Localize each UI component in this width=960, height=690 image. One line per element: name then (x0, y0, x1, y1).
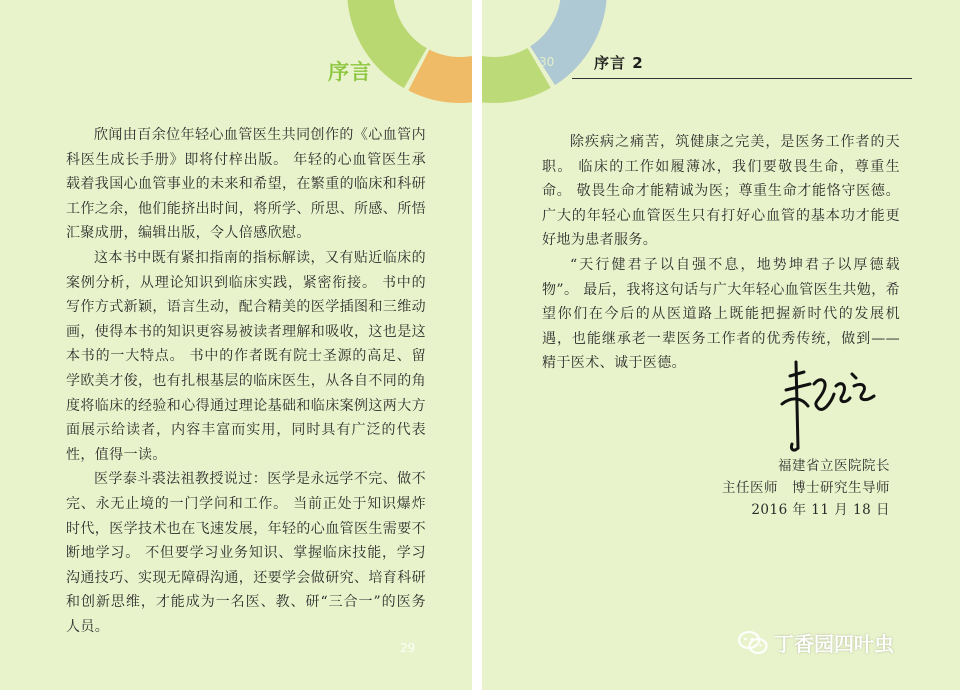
left-paragraph-2: 这本书中既有紧扣指南的指标解读，又有贴近临床的案例分析，从理论知识到临床实践，紧密衔接。 书中的写作方式新颖，语言生动，配合精美的医学插图和三维动画，使得本书的知识更容易被读者理解和吸收，这也是这本书的一大特点。 书中的作者既有院士圣源的高足、留学欧美才俊，也有扎根基层的临床医生，从各自不同的角度将临床的经验和心得通过理论基础和临床案例这两大方面展示给读者，内容丰富而实用，同时具有广泛的代表性，值得一读。 (66, 249, 426, 463)
signoff-title: 福建省立医院院长 (778, 458, 890, 474)
right-paragraph-1: 除疾病之痛苦，筑健康之完美，是医务工作者的天职。 临床的工作如履薄冰，我们要敬畏生命，尊重生命。 敬畏生命才能精诚为医；尊重生命才能恪守医德。 广大的年轻心血管医生只有打好心血管的基本功才能更好地为患者服务。 (542, 134, 900, 249)
right-page (482, 0, 960, 690)
signoff-position: 主任医师 博士研究生导师 (722, 480, 890, 496)
book-gutter (472, 0, 482, 690)
left-page-number: 29 (400, 641, 416, 655)
left-page (0, 0, 472, 690)
left-section-title: 序言 (328, 60, 372, 84)
title-divider (572, 78, 912, 79)
right-page-number: 30 (539, 55, 555, 69)
right-paragraph-2: “天行健君子以自强不息，地势坤君子以厚德载物”。 最后，我将这句话与广大年轻心血管医生共勉，希望你们在今后的从医道路上既能把握新时代的发展机遇，也能继承老一辈医务工作者的优秀传统，做到——精于医术、诚于医德。 (542, 256, 901, 372)
left-paragraph-1: 欣闻由百余位年轻心血管医生共同创作的《心血管内科医生成长手册》即将付梓出版。 年轻的心血管医生承载着我国心血管事业的未来和希望，在繁重的临床和科研工作之余，他们能挤出时间，将所学、所思、所感、所悟汇聚成册，编辑出版，令人倍感欣慰。 (66, 127, 426, 242)
signoff-date: 2016 年 11 月 18 日 (751, 502, 890, 518)
color-wheel-decoration (340, 0, 472, 110)
watermark-text: 丁香园四叶虫 (774, 632, 894, 656)
signoff-block (722, 455, 890, 521)
wechat-icon (738, 630, 768, 656)
right-section-title: 序言 2 (594, 54, 644, 72)
watermark (738, 628, 894, 657)
left-body-text (66, 123, 426, 639)
handwritten-signature (772, 356, 882, 456)
right-body-text (542, 130, 900, 376)
left-paragraph-3: 医学泰斗裘法祖教授说过：医学是永远学不完、做不完、永无止境的一门学问和工作。 当前正处于知识爆炸时代，医学技术也在飞速发展，年轻的心血管医生需要不断地学习。 不但要学习业务知识、掌握临床技能，学习沟通技巧、实现无障碍沟通，还要学会做研究、培育科研和创新思维，才能成为一名医、教、研“三合一”的医务人员。 (66, 471, 426, 635)
